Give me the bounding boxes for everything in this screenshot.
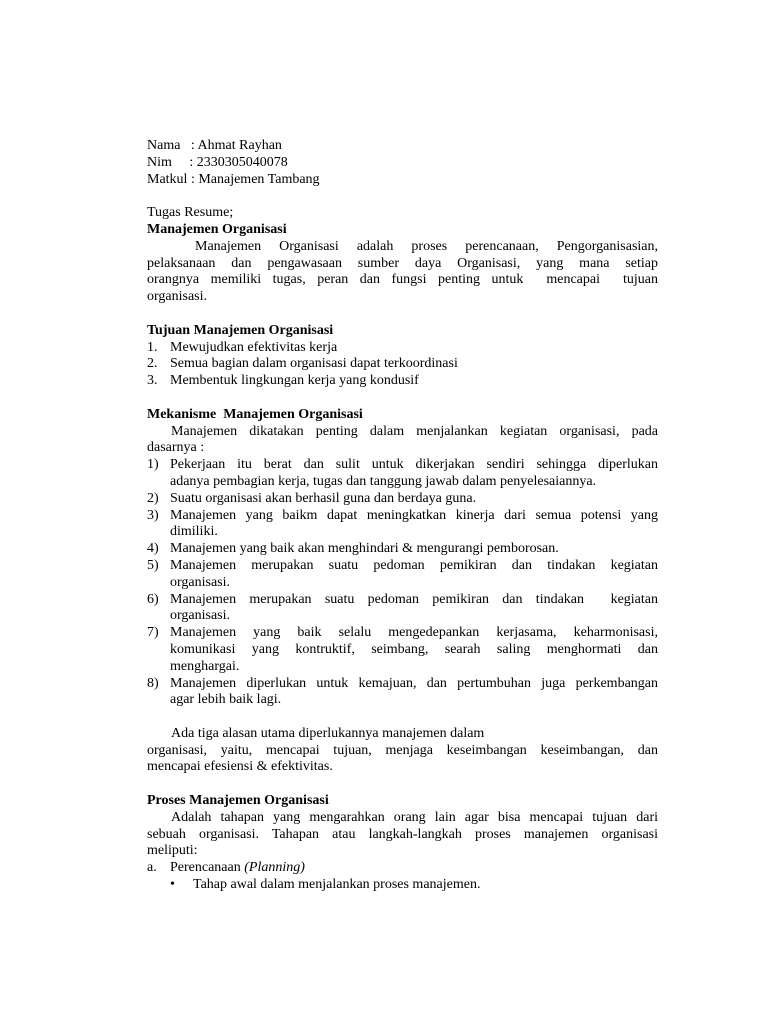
list-text: Manajemen yang baik selalu mengedepankan kerjasama, keharmonisasi, (170, 625, 658, 641)
paragraph-line: dasarnya : (147, 440, 205, 456)
list-number: 7) (147, 625, 159, 641)
paragraph-line: mencapai efesiensi & efektivitas. (147, 759, 333, 775)
section-heading-tujuan: Tujuan Manajemen Organisasi (147, 322, 334, 338)
list-text-continued: organisasi. (170, 574, 231, 590)
list-number: 3) (147, 507, 159, 523)
paragraph-line: pelaksanaan dan pengawasaan sumber daya Organisasi, yang mana setiap (147, 255, 658, 271)
list-item (147, 558, 658, 575)
list-item (147, 373, 658, 390)
list-item (147, 508, 658, 525)
list-text-continued: organisasi. (170, 608, 231, 624)
paragraph-line: Manajemen dikatakan penting dalam menjalankan kegiatan organisasi, pada (171, 423, 658, 439)
list-text: Semua bagian dalam organisasi dapat terkoordinasi (170, 356, 458, 372)
list-text: Membentuk lingkungan kerja yang kondusif (170, 373, 419, 389)
list-text-continued: komunikasi yang kontruktif, seimbang, searah saling menghormati dan (170, 641, 658, 657)
list-item (147, 676, 658, 693)
list-item (147, 860, 658, 877)
section-heading-mekanisme: Mekanisme Manajemen Organisasi (147, 406, 363, 422)
paragraph-line: Ada tiga alasan utama diperlukannya manajemen dalam (171, 725, 485, 741)
list-text: Mewujudkan efektivitas kerja (170, 339, 338, 355)
nim-field: Nim : 2330305040078 (147, 154, 288, 170)
list-number: 3. (147, 373, 158, 389)
list-item (147, 457, 658, 474)
list-text-continued: menghargai. (170, 658, 240, 674)
planning-label: Perencanaan (170, 860, 241, 876)
paragraph-line: organisasi, yaitu, mencapai tujuan, menjaga keseimbangan keseimbangan, dan (147, 742, 658, 758)
planning-italic: (Planning) (244, 860, 305, 876)
name-field: Nama : Ahmat Rayhan (147, 138, 282, 153)
bullet-item (147, 877, 658, 894)
list-text-continued: agar lebih baik lagi. (170, 692, 282, 708)
paragraph-line: Manajemen Organisasi adalah proses perencanaan, Pengorganisasian, (195, 238, 658, 254)
list-item (147, 356, 658, 373)
list-item (147, 340, 658, 357)
document-page (147, 138, 658, 894)
list-text: Manajemen diperlukan untuk kemajuan, dan pertumbuhan juga perkembangan (170, 675, 658, 691)
list-text: Manajemen merupakan suatu pedoman pemikiran dan tindakan kegiatan (170, 557, 658, 573)
paragraph-line: sebuah organisasi. Tahapan atau langkah-langkah proses manajemen organisasi (147, 826, 658, 842)
list-text: Manajemen merupakan suatu pedoman pemikiran dan tindakan kegiatan (170, 591, 658, 607)
list-number: 1) (147, 457, 159, 473)
paragraph-line: meliputi: (147, 843, 198, 859)
list-number: 5) (147, 557, 159, 573)
paragraph-line: orangnya memiliki tugas, peran dan fungsi penting untuk mencapai tujuan (147, 272, 658, 288)
section-heading-proses: Proses Manajemen Organisasi (147, 793, 329, 809)
list-number: 2) (147, 490, 159, 506)
list-item (147, 625, 658, 642)
list-letter: a. (147, 860, 157, 876)
list-item (147, 592, 658, 609)
list-number: 6) (147, 591, 159, 607)
list-text-continued: adanya pembagian kerja, tugas dan tanggung jawab dalam penyelesaiannya. (170, 473, 597, 489)
list-number: 8) (147, 675, 159, 691)
list-text (170, 860, 658, 877)
list-item (147, 541, 658, 558)
bullet-icon: • (170, 877, 175, 893)
assignment-label: Tugas Resume; (147, 205, 234, 221)
bullet-text: Tahap awal dalam menjalankan proses manajemen. (193, 877, 481, 893)
list-text: Manajemen yang baik akan menghindari & mengurangi pemborosan. (170, 541, 559, 557)
course-field: Matkul : Manajemen Tambang (147, 171, 320, 187)
section-heading-manajemen: Manajemen Organisasi (147, 221, 287, 237)
paragraph-line: Adalah tahapan yang mengarahkan orang lain agar bisa mencapai tujuan dari (171, 809, 658, 825)
list-text: Suatu organisasi akan berhasil guna dan berdaya guna. (170, 490, 477, 506)
paragraph-line: organisasi. (147, 289, 208, 305)
list-text: Pekerjaan itu berat dan sulit untuk dikerjakan sendiri sehingga diperlukan (170, 457, 658, 473)
list-text-continued: dimiliki. (170, 524, 218, 540)
list-text: Manajemen yang baikm dapat meningkatkan kinerja dari semua potensi yang (170, 507, 658, 523)
list-item (147, 491, 658, 508)
list-number: 1. (147, 339, 158, 355)
list-number: 4) (147, 541, 159, 557)
list-number: 2. (147, 356, 158, 372)
